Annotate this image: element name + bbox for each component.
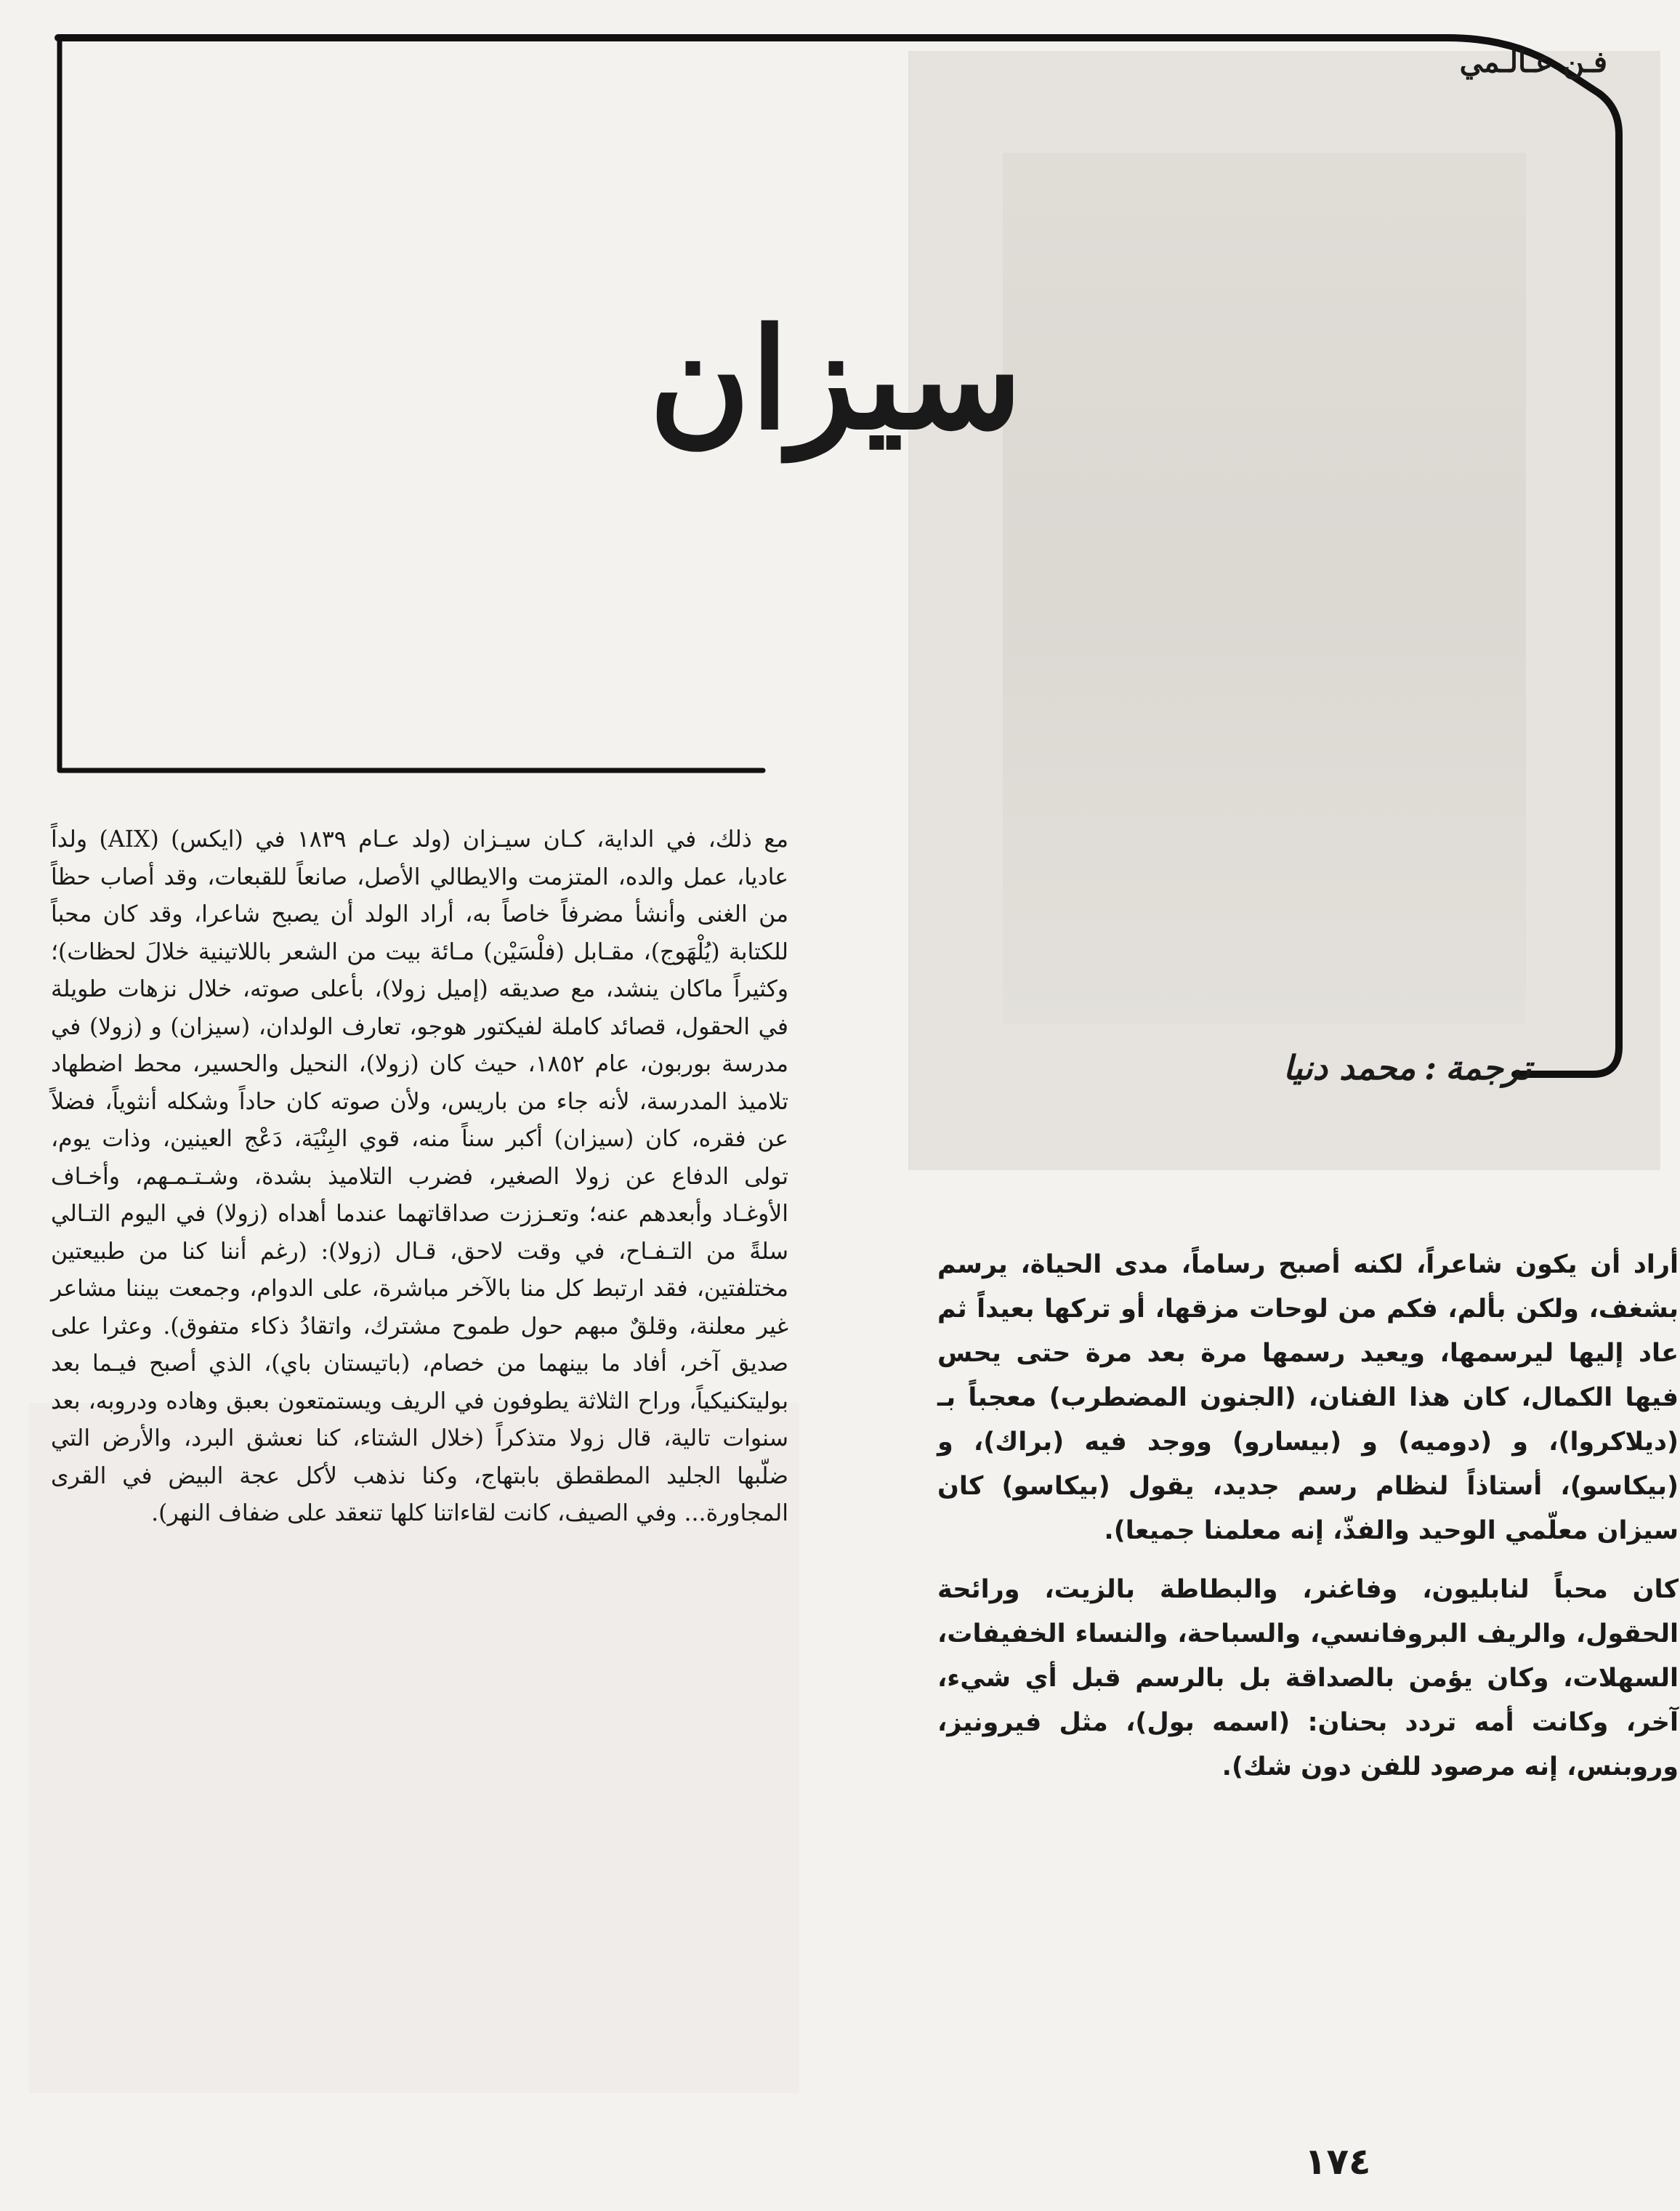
right-column-paragraph-1: أراد أن يكون شاعراً، لكنه أصبح رساماً، مدى الحياة، يرسم بشغف، ولكن بألم، فكم من لوحات مزقها، أو تركها بعيداً ثم عاد إليها ليرسمها، ويعيد رسمها مرة بعد مرة حتى يحس فيها الكمال، كان هذا الفنان، (الجنون المضطرب) معجباً بـ (ديلاكروا)، و (دوميه) و (بيسارو) ووجد فيه (براك)، و (بيكاسو)، أستاذاً لنظام رسم جديد، يقول (بيكاسو) كان سيزان معلّمي الوحيد والفذّ، إنه معلمنا جميعا). <box>937 1250 1679 1545</box>
left-column-paragraph: مع ذلك، في الداية، كـان سيـزان (ولد عـام ١٨٣٩ في (ايكس) (AIX) ولداً عاديا، عمل والده، المتزمت والايطالي الأصل، صانعاً للقبعات، وقد أصاب حظاً من الغنى وأنشأ مضرفاً خاصاً به، أراد الولد أن يصبح شاعرا، وقد كان محباً للكتابة (يُلْهَوج)، مقـابل (فلْسَيْن) مـائة بيت من الشعر باللاتينية خلالَ لحظات)؛ وكثيراً ماكان ينشد، مع صديقه (إميل زولا)، بأعلى صوته، خلال نزهات طويلة في الحقول، قصائد كاملة لفيكتور هوجو، تعارف الولدان، (سيزان) و (زولا) في مدرسة بوربون، عام ١٨٥٢، حيث كان (زولا)، النحيل والحسير، محط اضطهاد تلاميذ المدرسة، لأنه جاء من باريس، ولأن صوته كان حاداً وشكله أنثوياً، فضلاً عن فقره، كان (سيزان) أكبر سناً منه، قوي البِنْيَة، دَعْج العينين، وذات يوم، تولى الدفاع عن زولا الصغير، فضرب التلاميذ بشدة، وشـتـمـهم، وأخـاف الأوغـاد وأبعدهم عنه؛ وتعـززت صداقاتهما عندما أهداه (زولا) في اليوم التـالي سلةً من التـفـاح، في وقت لاحق، قـال (زولا): (رغم أننا كنا من طبيعتين مختلفتين، فقد ارتبط كل منا بالآخر مباشرة، على الدوام، وجمعت بيننا مشاعر غير معلنة، وقلقٌ مبهم حول طموح مشترك، واتقادُ ذكاء متفوق). وعثرا على صديق آخر، أفاد ما بينهما من خصام، (باتيستان باي)، الذي أصبح فيـما بعد بوليتكنيكياً، وراح الثلاثة يطوفون في الريف ويستمتعون بعبق وهاده ودروبه، بعد سنوات تالية، قال زولا متذكراً (خلال الشتاء، كنا نعشق البرد، والأرض التي ضلّبها الجليد المطقطق بابتهاج، وكنا نذهب لأكل عجة البيض في القرى المجاورة... وفي الصيف، كانت لقاءاتنا كلها تنعقد على ضفاف النهر). <box>51 826 789 1526</box>
page-number: ١٧٤ <box>1304 2140 1371 2183</box>
right-column <box>937 1243 1679 1804</box>
section-tag: فـن عـالـمي <box>1459 45 1607 79</box>
right-column-paragraph-2: كان محباً لنابليون، وفاغنر، والبطاطة بالزيت، ورائحة الحقول، والريف البروفانسي، والسباحة، والنساء الخفيفات، السهلات، وكان يؤمن بالصداقة بل بالرسم قبل أي شيء، آخر، وكانت أمه تردد بحنان: (اسمه بول)، مثل فيرونيز، وروبنس، إنه مرصود للفن دون شك). <box>937 1575 1679 1781</box>
left-column <box>51 821 788 1533</box>
translator-credit: ترجمة:محمد دنيا <box>1283 1048 1531 1087</box>
article-title: سيزان <box>649 298 1022 460</box>
translator-label: ترجمة <box>1445 1048 1531 1087</box>
translator-name: محمد دنيا <box>1283 1048 1416 1087</box>
